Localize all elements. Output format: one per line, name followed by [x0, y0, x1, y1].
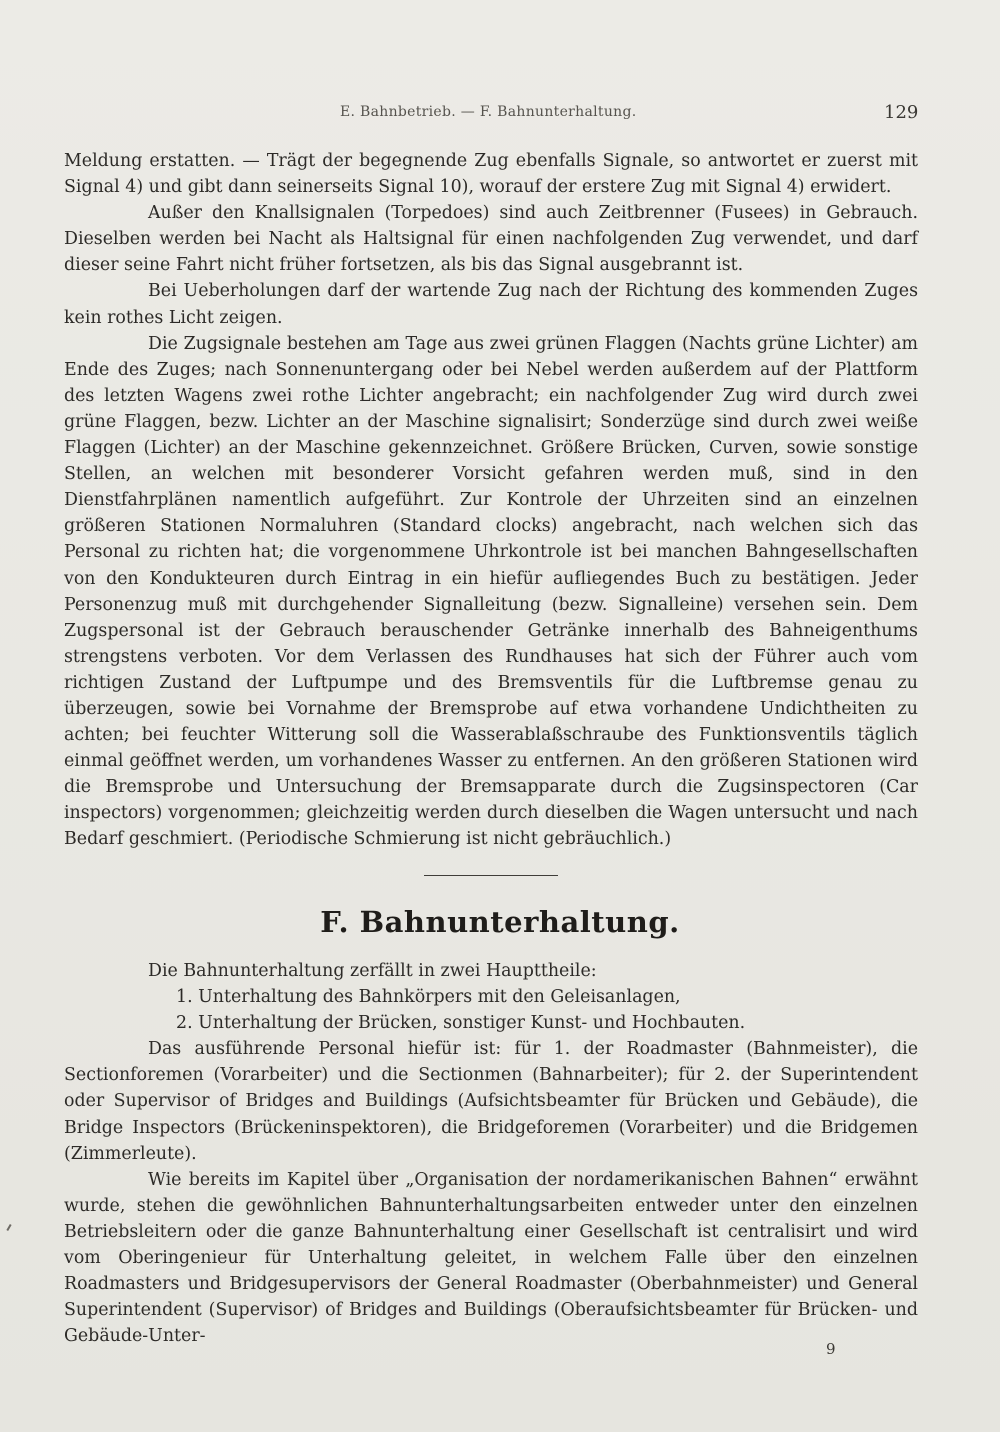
section-e-body — [64, 148, 918, 853]
list-item: 1. Unterhaltung des Bahnkörpers mit den Geleisanlagen, — [176, 987, 681, 1008]
running-title: E. Bahnbetrieb. — F. Bahnunterhaltung. — [340, 104, 637, 120]
running-head — [0, 100, 1000, 130]
paragraph: Wie bereits im Kapitel über „Organisation der nordamerikanischen Bahnen“ erwähnt wurde, stehen die gewöhnlichen Bahnunterhaltungsarbeiten entweder unter den einzelnen Betriebsleitern oder die ganze Bahnunterhaltung einer Gesellschaft ist centralisirt und wird vom Oberingenieur für Unterhaltung geleitet, in welchem Falle über den einzelnen Roadmasters und Bridgesupervisors der General Roadmaster (Oberbahnmeister) und General Superintendent (Supervisor) of Bridges and Buildings (Oberaufsichtsbeamter für Brücken- und Gebäude-Unter- — [64, 1169, 918, 1347]
paragraph: Die Zugsignale bestehen am Tage aus zwei grünen Flaggen (Nachts grüne Lichter) am Ende des Zuges; nach Sonnenuntergang oder bei Nebel werden außerdem auf der Plattform des letzten Wagens zwei rothe Lichter angebracht; ein nachfolgender Zug wird durch zwei grüne Flaggen, bezw. Lichter an der Maschine signalisirt; Sonderzüge sind durch zwei weiße Flaggen (Lichter) an der Maschine gekennzeichnet. Größere Brücken, Curven, sowie sonstige Stellen, an welchen mit besonderer Vorsicht gefahren werden muß, sind in den Dienstfahrplänen namentlich aufgeführt. Zur Kontrole der Uhrzeiten sind an einzelnen größeren Stationen Normaluhren (Standard clocks) angebracht, nach welchen sich das Personal zu richten hat; die vorgenommene Uhrkontrole ist bei manchen Bahngesellschaften von den Kondukteuren durch Eintrag in ein hiefür aufliegendes Buch zu bestätigen. Jeder Personenzug muß mit durchgehender Signalleitung (bezw. Signalleine) versehen sein. Dem Zugspersonal ist der Gebrauch berauschender Getränke innerhalb des Bahneigenthums strengstens verboten. Vor dem Verlassen des Rundhauses hat sich der Führer auch vom richtigen Zustand der Luftpumpe und des Bremsventils für die Luftbremse genau zu überzeugen, sowie bei Vornahme der Bremsprobe auf etwa vorhandene Undichtheiten zu achten; bei feuchter Witterung soll die Wasserablaßschraube des Funktionsventils täglich einmal geöffnet werden, um vorhandenes Wasser zu entfernen. An den größeren Stationen wird die Bremsprobe und Untersuchung der Bremsapparate durch die Zugsinspectoren (Car inspectors) vorgenommen; gleichzeitig werden durch dieselben die Wagen untersucht und nach Bedarf geschmiert. (Periodische Schmierung ist nicht gebräuchlich.) — [64, 333, 918, 850]
paragraph: Meldung erstatten. — Trägt der begegnende Zug ebenfalls Signale, so antwortet er zuerst mit Signal 4) und gibt dann seinerseits Signal 10), worauf der erstere Zug mit Signal 4) erwidert. — [64, 151, 918, 198]
section-f-body — [64, 958, 918, 1349]
intro-paragraph: Die Bahnunterhaltung zerfällt in zwei Haupttheile: — [148, 961, 597, 981]
paragraph: Außer den Knallsignalen (Torpedoes) sind auch Zeitbrenner (Fusees) in Gebrauch. Dieselben werden bei Nacht als Haltsignal für einen nachfolgenden Zug verwendet, und darf dieser seine Fahrt nicht früher fortsetzen, als bis das Signal ausgebrannt ist. — [64, 203, 918, 276]
margin-mark — [6, 1224, 11, 1231]
section-heading: F. Bahnunterhaltung. — [320, 905, 680, 939]
paragraph: Das ausführende Personal hiefür ist: für 1. der Roadmaster (Bahnmeister), die Sectionforemen (Vorarbeiter) und die Sectionmen (Bahnarbeiter); für 2. der Superintendent oder Supervisor of Bridges and Buildings (Aufsichtsbeamter für Brücken und Gebäude), die Bridge Inspectors (Brückeninspektoren), die Bridgeforemen (Vorarbeiter) und die Bridgemen (Zimmerleute). — [64, 1039, 918, 1164]
section-divider — [424, 875, 558, 876]
sheet-signature: 9 — [826, 1340, 836, 1358]
paragraph: Bei Ueberholungen darf der wartende Zug nach der Richtung des kommenden Zuges kein rothes Licht zeigen. — [64, 281, 918, 328]
list-item: 2. Unterhaltung der Brücken, sonstiger Kunst- und Hochbauten. — [176, 1013, 746, 1034]
page-number: 129 — [884, 102, 919, 123]
